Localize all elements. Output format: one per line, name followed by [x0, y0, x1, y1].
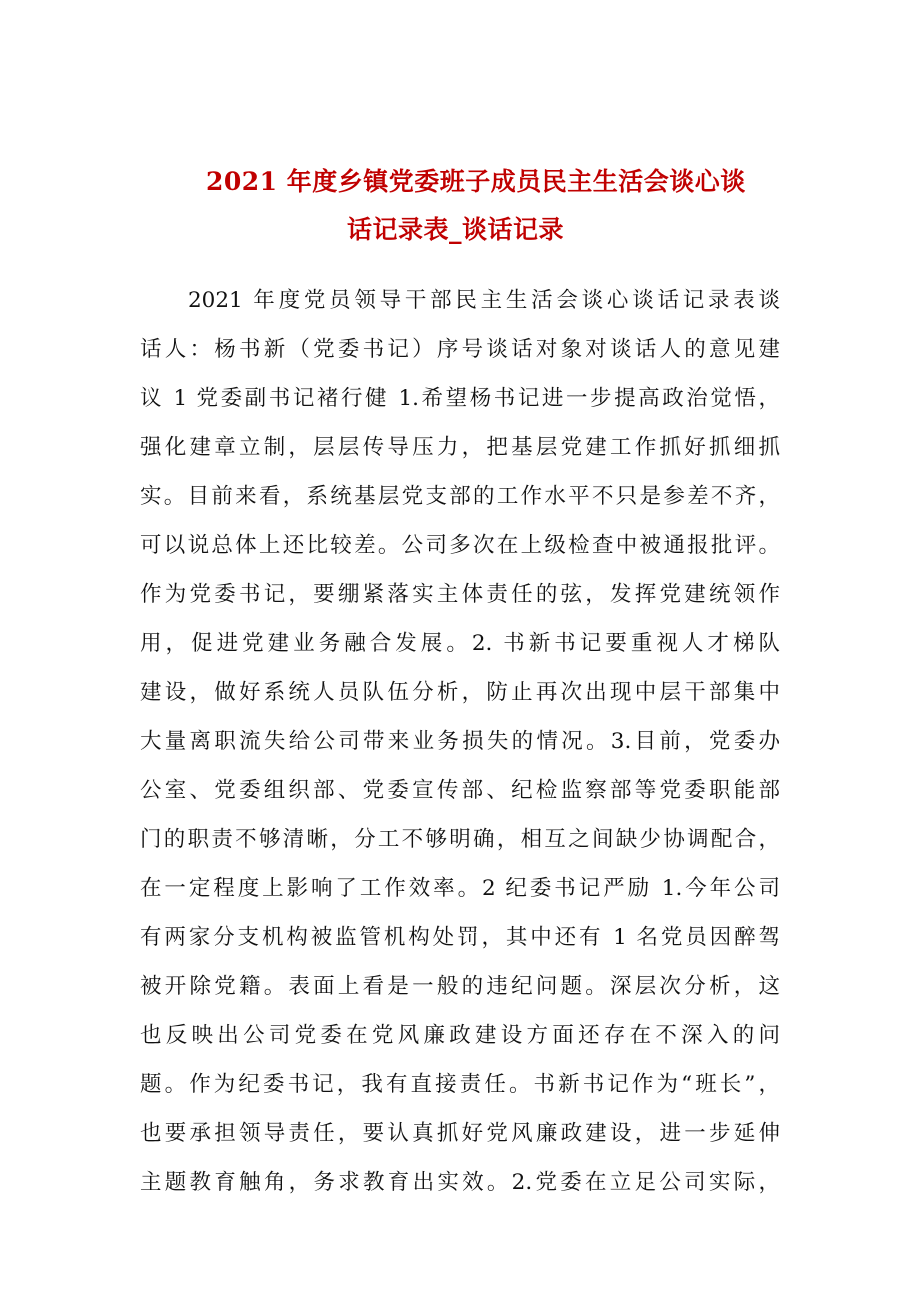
body-line: 在一定程度上影响了工作效率。2 纪委书记严励 1.今年公司 — [140, 876, 780, 901]
body-line: 门的职责不够清晰，分工不够明确，相互之间缺少协调配合， — [140, 827, 780, 852]
body-line: 强化建章立制，层层传导压力，把基层党建工作抓好抓细抓 — [140, 435, 780, 460]
document-title-line-2: 话记录表_谈话记录 — [347, 215, 565, 244]
body-line: 2021 年度党员领导干部民主生活会谈心谈话记录表谈 — [188, 288, 780, 313]
body-line: 用，促进党建业务融合发展。2. 书新书记要重视人才梯队 — [140, 631, 780, 656]
body-line: 题。作为纪委书记，我有直接责任。书新书记作为“班长”， — [140, 1072, 780, 1097]
document-title-line-1: 2021 年度乡镇党委班子成员民主生活会谈心谈 — [206, 167, 746, 196]
body-line: 有两家分支机构被监管机构处罚，其中还有 1 名党员因醉驾 — [140, 925, 780, 950]
body-line: 被开除党籍。表面上看是一般的违纪问题。深层次分析，这 — [140, 974, 780, 999]
body-line: 公室、党委组织部、党委宣传部、纪检监察部等党委职能部 — [140, 778, 780, 803]
body-line: 可以说总体上还比较差。公司多次在上级检查中被通报批评。 — [140, 533, 780, 558]
body-line: 大量离职流失给公司带来业务损失的情况。3.目前，党委办 — [140, 729, 780, 754]
body-line: 话人：杨书新（党委书记）序号谈话对象对谈话人的意见建 — [140, 337, 780, 362]
body-line: 也反映出公司党委在党风廉政建设方面还存在不深入的问 — [140, 1023, 780, 1048]
body-line: 也要承担领导责任，要认真抓好党风廉政建设，进一步延伸 — [140, 1121, 780, 1146]
body-line: 作为党委书记，要绷紧落实主体责任的弦，发挥党建统领作 — [140, 582, 780, 607]
body-line: 议 1 党委副书记褚行健 1.希望杨书记进一步提高政治觉悟， — [140, 386, 780, 411]
body-line: 实。目前来看，系统基层党支部的工作水平不只是参差不齐， — [140, 484, 780, 509]
body-line: 建设，做好系统人员队伍分析，防止再次出现中层干部集中 — [140, 680, 780, 705]
body-line: 主题教育触角，务求教育出实效。2.党委在立足公司实际， — [140, 1170, 780, 1195]
